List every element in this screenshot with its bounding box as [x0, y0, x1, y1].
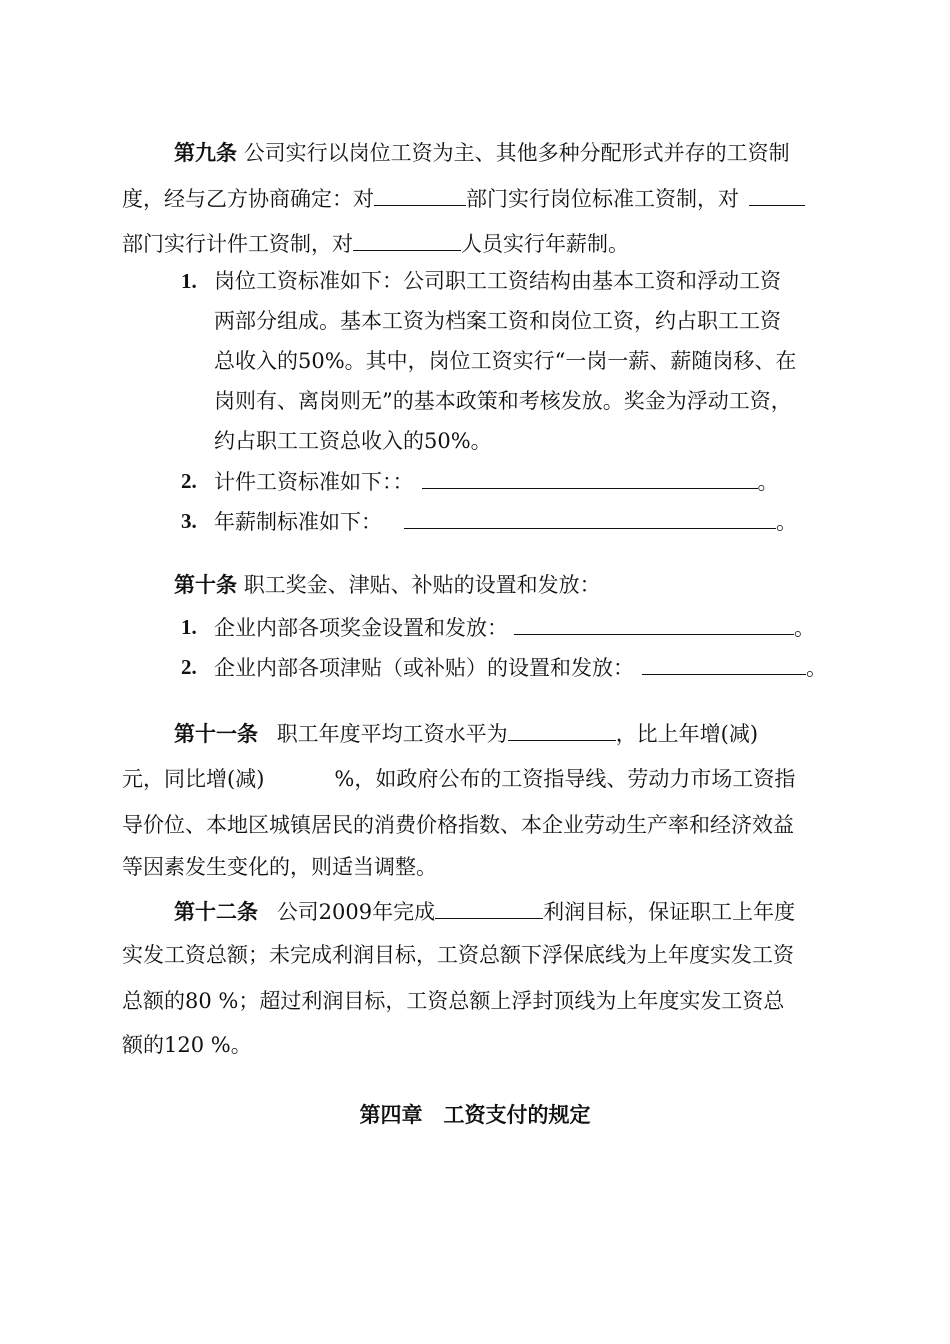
profit-target-blank[interactable] — [435, 896, 543, 919]
art9-item2-number: 2. — [181, 469, 197, 493]
art9-line3a: 部门实行计件工资制，对 — [122, 232, 353, 256]
chapter-heading: 第四章 工资支付的规定 — [359, 1102, 591, 1127]
art9-item1-line4: 岗则有、离岗则无”的基本政策和考核发放。奖金为浮动工资， — [214, 389, 792, 413]
art11-line3: 导价位、本地区城镇居民的消费价格指数、本企业劳动生产率和经济效益 — [122, 813, 794, 837]
art12-line4: 额的120 %。 — [122, 1033, 252, 1057]
art10-item2 — [214, 652, 827, 683]
art10-item1-number: 1. — [181, 615, 197, 639]
art10-title: 第十条 — [174, 572, 237, 597]
art10-item2-number: 2. — [181, 655, 197, 679]
art9-item1-number: 1. — [181, 269, 197, 293]
art10-line1 — [174, 570, 601, 600]
art11-title: 第十一条 — [174, 721, 258, 746]
art9-line3b: 人员实行年薪制。 — [461, 232, 629, 256]
avg-wage-level-blank[interactable] — [508, 718, 616, 741]
art12-line1b: 利润目标，保证职工上年度 — [543, 900, 796, 924]
dept-piece-wage-blank[interactable] — [749, 183, 805, 206]
art9-item3-label: 年薪制标准如下： — [214, 510, 382, 534]
art11-line1b: ，比上年增(减) — [615, 722, 759, 746]
art9-line1 — [174, 138, 790, 168]
art9-item1-line1: 岗位工资标准如下：公司职工工资结构由基本工资和浮动工资 — [214, 269, 781, 293]
art12-line1 — [174, 896, 795, 927]
annual-salary-standard-blank[interactable] — [404, 506, 776, 529]
art10-item2-label: 企业内部各项津贴（或补贴）的设置和发放： — [214, 656, 634, 680]
art12-line2: 实发工资总额；未完成利润目标，工资总额下浮保底线为上年度实发工资 — [122, 943, 794, 967]
period: 。 — [776, 510, 797, 534]
period: 。 — [806, 656, 827, 680]
art9-line2a: 度，经与乙方协商确定：对 — [122, 187, 374, 211]
art9-item2 — [214, 466, 779, 497]
art9-item3 — [214, 506, 797, 537]
art12-line3: 总额的80 %；超过利润目标，工资总额上浮封顶线为上年度实发工资总 — [122, 989, 785, 1013]
art9-item2-label: 计件工资标准如下：： — [214, 470, 414, 494]
art10-item1 — [214, 612, 815, 643]
art9-title: 第九条 — [174, 140, 237, 165]
annual-salary-staff-blank[interactable] — [353, 228, 461, 251]
bonus-setting-blank[interactable] — [514, 612, 794, 635]
art11-line1 — [174, 718, 758, 749]
art11-line4: 等因素发生变化的，则适当调整。 — [122, 855, 437, 879]
art12-line1a: 公司2009年完成 — [276, 900, 436, 924]
period: 。 — [794, 616, 815, 640]
period: 。 — [757, 470, 779, 494]
art12-title: 第十二条 — [174, 899, 258, 924]
art9-item1-line2: 两部分组成。基本工资为档案工资和岗位工资，约占职工工资 — [214, 309, 781, 333]
art10-item1-label: 企业内部各项奖金设置和发放： — [214, 616, 508, 640]
dept-standard-wage-blank[interactable] — [374, 183, 466, 206]
art11-line1a: 职工年度平均工资水平为 — [276, 722, 508, 746]
art11-line2a: 元，同比增(减) — [122, 767, 265, 791]
art9-line2b: 部门实行岗位标准工资制，对 — [466, 187, 739, 211]
art11-line2b: %，如政府公布的工资指导线、劳动力市场工资指 — [334, 767, 796, 791]
art9-item3-number: 3. — [181, 509, 197, 533]
art9-line1-text: 公司实行以岗位工资为主、其他多种分配形式并存的工资制 — [243, 141, 790, 165]
art9-item1-line5: 约占职工工资总收入的50%。 — [214, 429, 492, 453]
art11-line2 — [122, 764, 795, 794]
art9-line2 — [122, 183, 805, 214]
art9-item1-line3: 总收入的50%。其中，岗位工资实行“一岗一薪、薪随岗移、在 — [214, 349, 797, 373]
art9-line3 — [122, 228, 629, 259]
piece-wage-standard-blank[interactable] — [422, 466, 758, 489]
art10-text: 职工奖金、津贴、补贴的设置和发放： — [243, 573, 601, 597]
allowance-setting-blank[interactable] — [642, 652, 806, 675]
